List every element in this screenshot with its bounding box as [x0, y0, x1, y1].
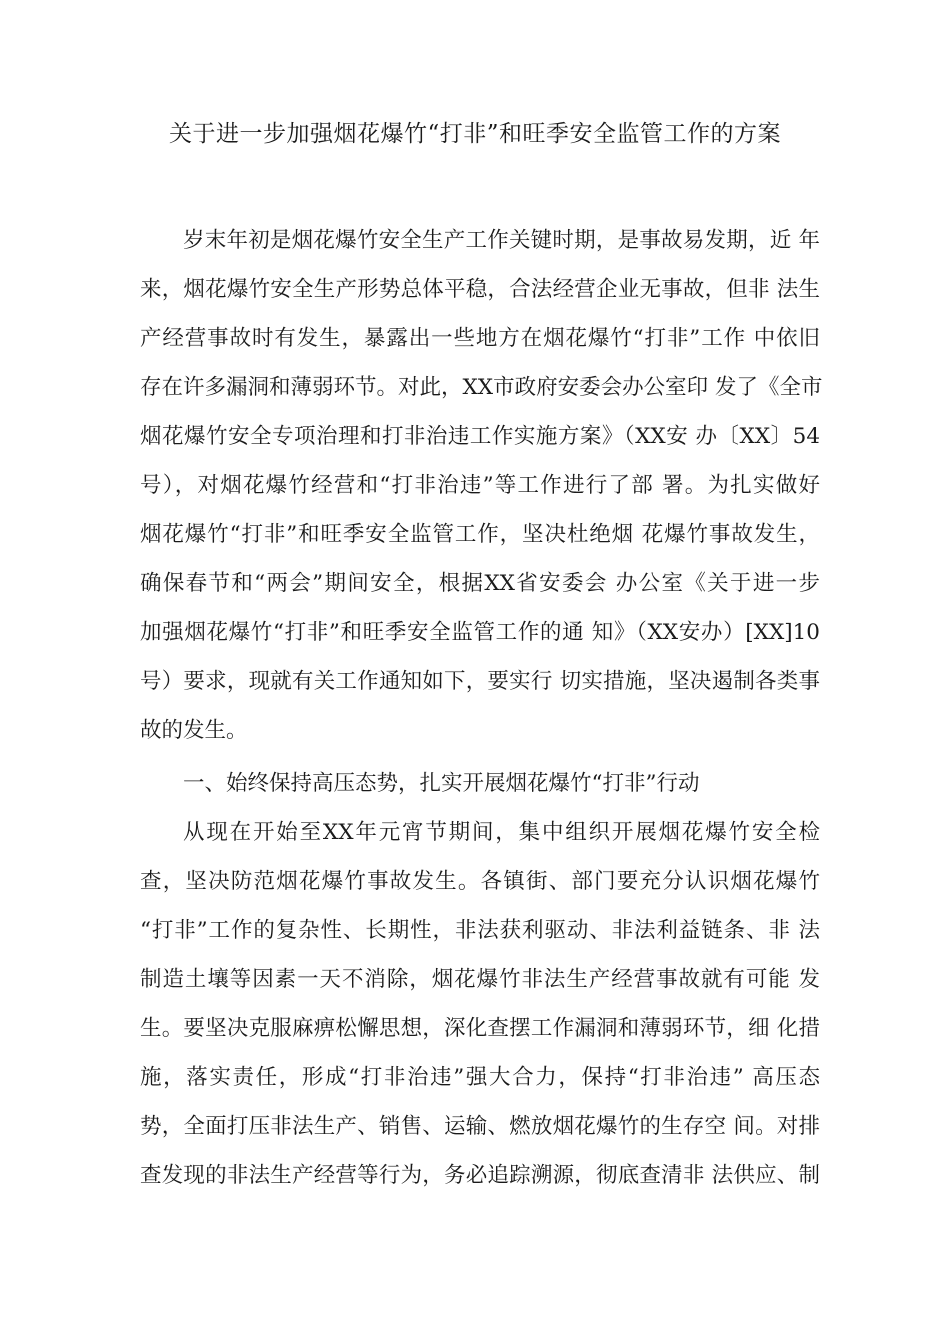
document-title: 关于进一步加强烟花爆竹“打非”和旺季安全监管工作的方案 — [168, 121, 782, 147]
paragraph-2-line: 查发现的非法生产经营等行为，务必追踪溯源，彻底查清非 法供应、制 — [140, 1163, 820, 1188]
paragraph-1-line: 岁末年初是烟花爆竹安全生产工作关键时期，是事故易发期，近 年 — [183, 228, 820, 253]
paragraph-1-line: 加强烟花爆竹“打非”和旺季安全监管工作的通 知》（XX安办）[XX]10 — [140, 620, 820, 645]
paragraph-2-line: 查，坚决防范烟花爆竹事故发生。各镇街、部门要充分认识烟花爆竹 — [140, 869, 820, 894]
paragraph-1-line: 号），对烟花爆竹经营和“打非治违”等工作进行了部 署。为扎实做好 — [140, 473, 820, 498]
paragraph-1-line: 烟花爆竹“打非”和旺季安全监管工作，坚决杜绝烟 花爆竹事故发生， — [140, 522, 820, 547]
section-heading-1 — [140, 759, 820, 808]
paragraph-2-line: “打非”工作的复杂性、长期性，非法获利驱动、非法利益链条、非 法 — [140, 918, 820, 943]
paragraph-2-line: 势，全面打压非法生产、销售、运输、燃放烟花爆竹的生存空 间。对排 — [140, 1114, 820, 1139]
paragraph-2 — [140, 808, 820, 1200]
paragraph-1-line: 故的发生。 — [140, 718, 248, 743]
paragraph-1-line: 烟花爆竹安全专项治理和打非治违工作实施方案》（XX安 办〔XX〕54 — [140, 424, 820, 449]
paragraph-1-line: 产经营事故时有发生，暴露出一些地方在烟花爆竹“打非”工作 中依旧 — [140, 326, 820, 351]
paragraph-1-line: 号）要求，现就有关工作通知如下，要实行 切实措施，坚决遏制各类事 — [140, 669, 820, 694]
heading-text: 一、始终保持高压态势，扎实开展烟花爆竹“打非”行动 — [183, 771, 700, 796]
paragraph-2-line: 生。要坚决克服麻痹松懈思想，深化查摆工作漏洞和薄弱环节，细 化措 — [140, 1016, 820, 1041]
paragraph-2-line: 施，落实责任，形成“打非治违”强大合力，保持“打非治违” 高压态 — [140, 1065, 820, 1090]
paragraph-2-line: 制造土壤等因素一天不消除，烟花爆竹非法生产经营事故就有可能 发 — [140, 967, 820, 992]
paragraph-1-line: 存在许多漏洞和薄弱环节。对此，XX市政府安委会办公室印 发了《全市 — [140, 375, 823, 400]
paragraph-1 — [140, 216, 823, 755]
paragraph-1-line: 来，烟花爆竹安全生产形势总体平稳，合法经营企业无事故，但非 法生 — [140, 277, 820, 302]
paragraph-1-line: 确保春节和“两会”期间安全，根据XX省安委会 办公室《关于进一步 — [140, 571, 820, 596]
paragraph-2-line: 从现在开始至XX年元宵节期间，集中组织开展烟花爆竹安全检 — [183, 820, 820, 845]
